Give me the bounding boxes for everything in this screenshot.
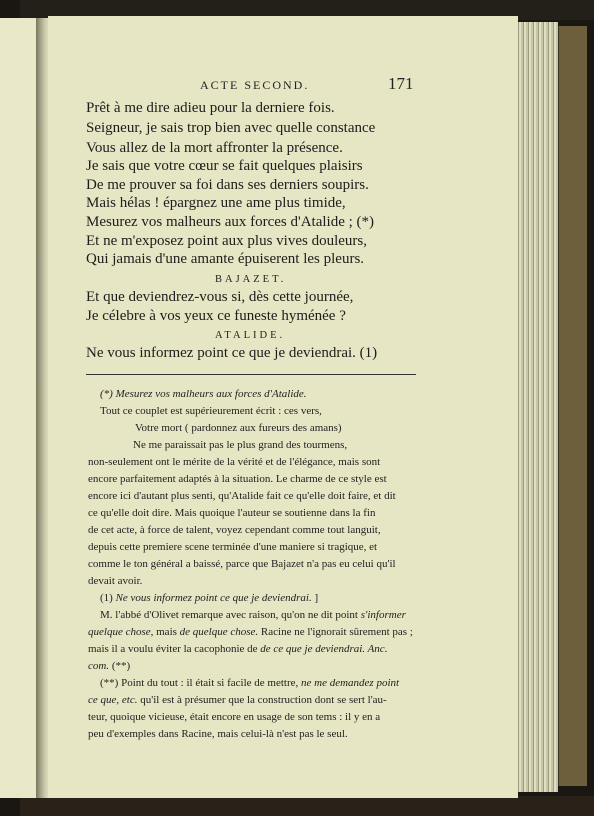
verse-line: Je sais que votre cœur se fait quelques plaisirs bbox=[86, 158, 363, 174]
footnote-rule bbox=[86, 374, 416, 375]
footnote-line: (1) Ne vous informez point ce que je deviendrai. ] bbox=[100, 592, 319, 604]
footnote-line: Ne me paraissait pas le plus grand des tourmens, bbox=[133, 439, 348, 451]
cover-bottom-edge bbox=[20, 796, 594, 816]
verse-line: Prêt à me dire adieu pour la derniere fois. bbox=[86, 100, 335, 116]
footnote-line: Votre mort ( pardonnez aux fureurs des amans) bbox=[135, 422, 342, 434]
speaker-name: BAJAZET. bbox=[215, 274, 287, 285]
footnote-line: (**) Point du tout : il était si facile de mettre, ne me demandez point bbox=[100, 677, 400, 689]
verse-line: Ne vous informez point ce que je deviendrai. (1) bbox=[86, 345, 378, 361]
footnote-line: quelque chose, mais de quelque chose. Racine ne l'ignorait sûrement pas ; bbox=[88, 626, 413, 638]
verse-line: Seigneur, je sais trop bien avec quelle constance bbox=[86, 120, 376, 136]
verse-line: De me prouver sa foi dans ses derniers soupirs. bbox=[86, 177, 369, 193]
footnote-line: ce que, etc. qu'il est à présumer que la construction dont se sert l'au- bbox=[88, 694, 387, 706]
verse-line: Qui jamais d'une amante épuiserent les pleurs. bbox=[86, 251, 365, 267]
verse-line: Mesurez vos malheurs aux forces d'Atalide ; (*) bbox=[86, 214, 375, 230]
footnote-line: devait avoir. bbox=[88, 575, 143, 587]
footnote-line: teur, quoique vicieuse, était encore en usage de son tems : il y en a bbox=[88, 711, 381, 723]
footnote-line: encore parfaitement adaptés à la situation. Le charme de ce style est bbox=[88, 473, 387, 485]
footnote-line: non-seulement ont le mérite de la vérité et de l'élégance, mais sont bbox=[88, 456, 381, 468]
facing-page-edge bbox=[0, 18, 40, 798]
footnote-line: mais il a voulu éviter la cacophonie de de ce que je deviendrai. Anc. bbox=[88, 643, 388, 655]
footnote-line: de cet acte, à force de talent, voyez cependant comme tout languit, bbox=[88, 524, 381, 536]
verse-line: Et que deviendrez-vous si, dès cette journée, bbox=[86, 289, 354, 305]
footnote-line: Tout ce couplet est supérieurement écrit : ces vers, bbox=[100, 405, 322, 417]
speaker-name: ATALIDE. bbox=[215, 330, 286, 341]
verse-line: Mais hélas ! épargnez une ame plus timide, bbox=[86, 195, 346, 211]
footnote-line: com. (**) bbox=[88, 660, 131, 672]
verse-line: Je célebre à vos yeux ce funeste hyménée ? bbox=[86, 308, 346, 324]
footnote-line: peu d'exemples dans Racine, mais celui-là n'est pas le seul. bbox=[88, 728, 348, 740]
footnote-line: comme le ton général a baissé, parce que Bajazet n'a pas eu celui qu'il bbox=[88, 558, 396, 570]
verse-line: Et ne m'exposez point aux plus vives douleurs, bbox=[86, 233, 367, 249]
verse-line: Vous allez de la mort affronter la présence. bbox=[86, 140, 343, 156]
book-cover-edge bbox=[556, 26, 587, 786]
page-stack-edges bbox=[516, 22, 558, 792]
footnote-line: encore ici d'autant plus senti, qu'Atalide fait ce qu'elle doit faire, et dit bbox=[88, 490, 396, 502]
footnote-line: M. l'abbé d'Olivet remarque avec raison, qu'on ne dit point s'informer bbox=[100, 609, 406, 621]
running-head: ACTE SECOND. bbox=[200, 78, 310, 92]
page-number: 171 bbox=[388, 74, 414, 93]
footnote-line: (*) Mesurez vos malheurs aux forces d'Atalide. bbox=[100, 388, 307, 400]
footnote-line: depuis cette premiere scene terminée d'une maniere si tragique, et bbox=[88, 541, 378, 553]
footnote-line: ce qu'elle doit dire. Mais quoique l'auteur se soutienne dans la fin bbox=[88, 507, 376, 519]
